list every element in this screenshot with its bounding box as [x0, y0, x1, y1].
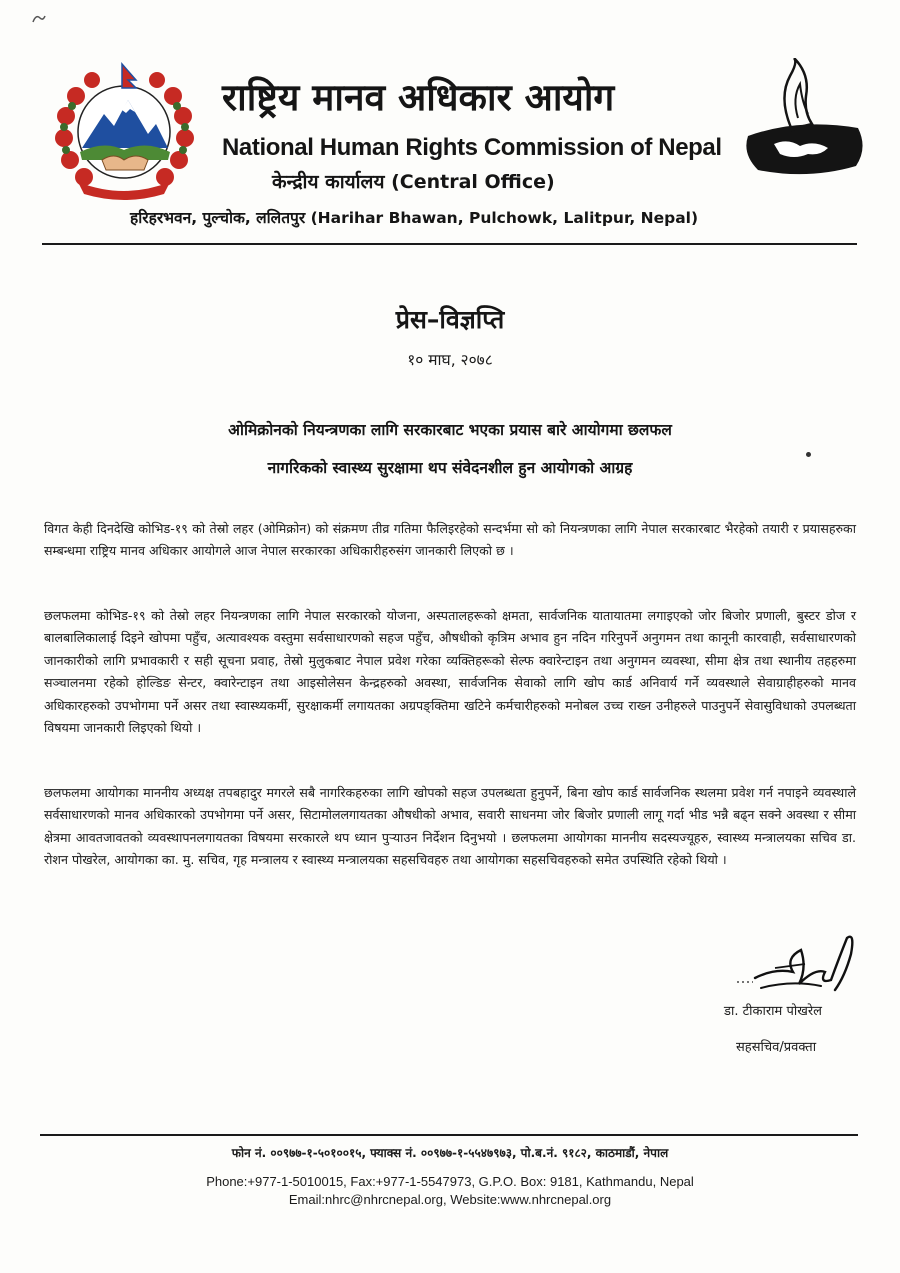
letterhead-divider: [42, 243, 857, 245]
handwritten-signature-icon: [735, 928, 865, 1006]
ink-speck: [806, 452, 811, 457]
nepal-emblem-icon: [52, 56, 197, 201]
press-release-date: १० माघ, २०७८: [407, 351, 493, 369]
office-label: केन्द्रीय कार्यालय (Central Office): [272, 171, 555, 193]
nhrc-flame-logo-icon: [728, 58, 878, 183]
headline-primary: ओमिक्रोनको नियन्त्रणका लागि सरकारबाट भएका प्रयास बारे आयोगमा छलफल: [228, 421, 672, 439]
signatory-title: सहसचिव/प्रवक्ता: [736, 1040, 817, 1055]
footer-email-website: Email:nhrc@nhrcnepal.org, Website:www.nhrcnepal.org: [288, 1192, 612, 1207]
body-paragraph-1: विगत केही दिनदेखि कोभिड-१९ को तेस्रो लहर (ओमिक्रोन) को संक्रमण तीव्र गतिमा फैलिइरहेको सन्दर्भमा सो को नियन्त्रणका लागि नेपाल सरकारबाट भैरहेको तयारी र प्रयासहरुका सम्बन्धमा राष्ट्रिय मानव अधिकार आयोगले आज नेपाल सरकारका अधिकारीहरुसंग जानकारी लिएको छ ।: [44, 521, 856, 559]
headline-secondary: नागरिकको स्वास्थ्य सुरक्षामा थप संवेदनशील हुन आयोगको आग्रह: [267, 459, 633, 477]
footer-contact-english: Phone:+977-1-5010015, Fax:+977-1-5547973, G.P.O. Box: 9181, Kathmandu, Nepal: [206, 1174, 694, 1189]
commission-name-english: National Human Rights Commission of Nepal: [222, 134, 722, 161]
footer-divider: [40, 1134, 858, 1136]
corner-mark-icon: [30, 12, 48, 26]
body-paragraph-2: छलफलमा कोभिड-१९ को तेस्रो लहर नियन्त्रणका लागि नेपाल सरकारको योजना, अस्पतालहरूको क्षमता, सार्वजनिक यातायातमा लगाइएको जोर बिजोर प्रणाली, बुस्टर डोज र बालबालिकालाई दिइने खोपमा पहुँच, अत्यावश्यक वस्तुमा सर्वसाधारणको सहज पहुँच, औषधीको कृत्रिम अभाव हुन नदिन गरिनुपर्ने अनुगमन तथा कानूनी कारवाही, सर्वसाधारणको जानकारीको लागि प्रभावकारी र सही सूचना प्रवाह, तेस्रो मुलुकबाट नेपाल प्रवेश गरेका व्यक्तिहरूको सेल्फ क्वारेन्टाइन तथा अनुगमन व्यवस्था, सीमा क्षेत्र तथा स्थानीय तहहरुमा सञ्चालनमा रहेको होल्डिङ सेन्टर, क्वारेन्टाइन तथा आइसोलेसन केन्द्रहरुको अवस्था, सार्वजनिक सेवाको लागि खोप कार्ड अनिवार्य गर्ने व्यवस्थाले सेवाग्राहीहरुको मानव अधिकारहरुको उपभोगमा पर्ने असर तथा स्वास्थ्यकर्मी, सुरक्षाकर्मी लगायतका अग्रपङ्क्तिमा खटिने कर्मचारीहरुको मनोबल उच्च राख्न उनीहरुले पाउनुपर्ने सेवासुविधाको उपलब्धता विषयमा जानकारी लिइएको थियो ।: [44, 608, 857, 736]
commission-name-nepali: राष्ट्रिय मानव अधिकार आयोग: [222, 76, 615, 119]
office-address: हरिहरभवन, पुल्चोक, ललितपुर (Harihar Bhawan, Pulchowk, Lalitpur, Nepal): [130, 209, 699, 227]
body-paragraph-3: छलफलमा आयोगका माननीय अध्यक्ष तपबहादुर मगरले सबै नागरिकहरुका लागि खोपको सहज उपलब्धता हुनुपर्ने, बिना खोप कार्ड सार्वजनिक स्थलमा प्रवेश गर्न नपाइने व्यवस्थाले सर्वसाधारणको मानव अधिकारको उपभोगमा पर्ने असर, सिटामोललगायतका औषधीको अभाव, सवारी साधनमा जोर बिजोर प्रणाली लागू गर्दा भीड भन्नै बढ्न सक्ने अवस्था र सीमा क्षेत्रमा आवतजावतको व्यवस्थापनलगायतका विषयमा सरकारले थप ध्यान पुऱ्याउन निर्देशन दिनुभयो । छलफलमा आयोगका माननीय सदस्यज्यूहरु, स्वास्थ्य मन्त्रालयका सचिव डा. रोशन पोखरेल, आयोगका का. मु. सचिव, गृह मन्त्रालय र स्वास्थ्य मन्त्रालयका सहसचिवहरु तथा आयोगका सहसचिवहरुको समेत उपस्थिति रहेको थियो ।: [44, 785, 856, 868]
signatory-name: डा. टीकाराम पोखरेल: [724, 1004, 822, 1019]
footer-contact-nepali: फोन नं. ००९७७-१-५०१००१५, फ्याक्स नं. ००९७७-१-५५४७९७३, पो.ब.नं. ९१८२, काठमाडौं, नेपाल: [231, 1146, 669, 1160]
press-release-title: प्रेस–विज्ञप्ति: [395, 305, 505, 334]
